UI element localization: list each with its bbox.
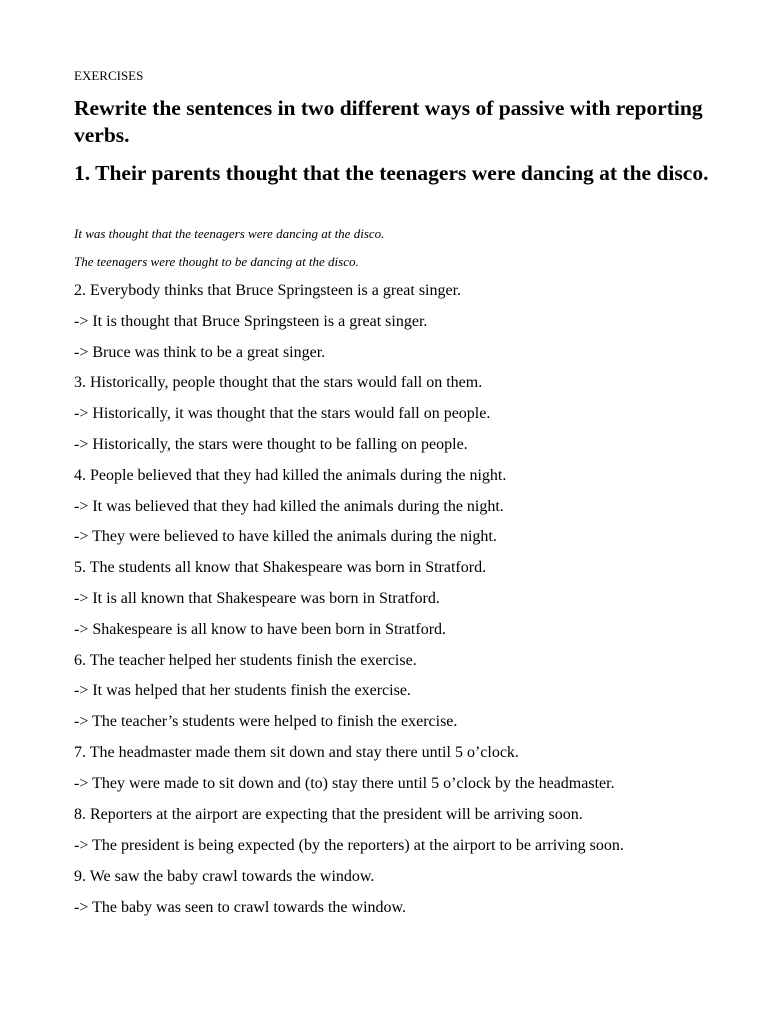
- exercise-line: -> It was helped that her students finish the exercise.: [74, 682, 411, 699]
- exercise-line: -> It is all known that Shakespeare was born in Stratford.: [74, 590, 440, 607]
- section-label: EXERCISES: [74, 68, 144, 83]
- exercise-line: -> Historically, it was thought that the stars would fall on people.: [74, 405, 491, 422]
- exercise-line: 5. The students all know that Shakespeare was born in Stratford.: [74, 559, 487, 576]
- instruction-heading: Rewrite the sentences in two different ways of passive with reporting verbs.: [74, 96, 703, 147]
- example-question: 1. Their parents thought that the teenagers were dancing at the disco.: [74, 161, 709, 185]
- exercise-line: -> They were made to sit down and (to) stay there until 5 o’clock by the headmaster.: [74, 775, 615, 792]
- exercise-line: 7. The headmaster made them sit down and stay there until 5 o’clock.: [74, 744, 519, 761]
- exercise-line: -> The teacher’s students were helped to finish the exercise.: [74, 713, 458, 730]
- exercise-line: -> The president is being expected (by the reporters) at the airport to be arriving soon.: [74, 837, 624, 854]
- example-answer-2: The teenagers were thought to be dancing at the disco.: [74, 254, 359, 269]
- exercise-line: 6. The teacher helped her students finish the exercise.: [74, 652, 417, 669]
- exercise-line: -> They were believed to have killed the animals during the night.: [74, 528, 497, 545]
- exercise-line: -> It was believed that they had killed the animals during the night.: [74, 498, 504, 515]
- exercise-line: 4. People believed that they had killed the animals during the night.: [74, 467, 507, 484]
- exercise-line: 3. Historically, people thought that the stars would fall on them.: [74, 374, 483, 391]
- exercise-line: -> Bruce was think to be a great singer.: [74, 344, 326, 361]
- exercise-line: -> Historically, the stars were thought to be falling on people.: [74, 436, 468, 453]
- exercise-line: -> Shakespeare is all know to have been born in Stratford.: [74, 621, 447, 638]
- exercise-line: -> The baby was seen to crawl towards the window.: [74, 899, 407, 916]
- exercise-line: 9. We saw the baby crawl towards the window.: [74, 868, 375, 885]
- exercise-line: 8. Reporters at the airport are expecting that the president will be arriving soon.: [74, 806, 583, 823]
- exercise-line: -> It is thought that Bruce Springsteen is a great singer.: [74, 313, 428, 330]
- example-answer-1: It was thought that the teenagers were dancing at the disco.: [74, 226, 385, 241]
- exercise-line: 2. Everybody thinks that Bruce Springsteen is a great singer.: [74, 282, 462, 299]
